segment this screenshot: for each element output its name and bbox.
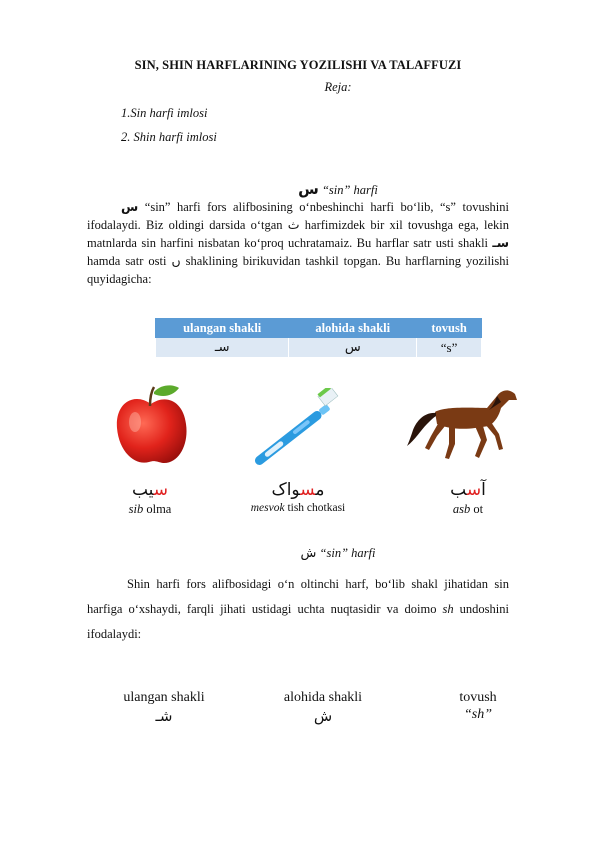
table-cell: سـ — [156, 338, 289, 358]
para-letter-noon: ں — [171, 253, 181, 268]
word-rest: ب — [450, 480, 467, 500]
table-header-row — [156, 319, 482, 338]
example-translation-asb — [418, 502, 518, 517]
para-text-4: shaklining birikuvidan tashkil topgan. Bu harflarning yozilishi quyidagicha: — [87, 254, 509, 286]
table2-cell: “sh” — [463, 707, 493, 722]
table2-header: alohida shakli — [283, 690, 363, 705]
shin-para-end: undoshini ifodalaydi: — [87, 602, 509, 641]
plan-heading: Reja: — [324, 80, 352, 94]
word-rest: واک — [271, 480, 301, 500]
sin-forms-table — [155, 318, 482, 358]
table2-header: ulangan shakli — [123, 690, 205, 705]
transliteration: asb — [452, 502, 471, 516]
shin-heading-text: “sin” harfi — [319, 546, 376, 560]
apple-image — [113, 382, 189, 468]
table-cell: “s” — [417, 338, 482, 358]
word-prefix: آ — [481, 480, 486, 500]
toothbrush-image — [243, 388, 353, 474]
para-text-2: harfimizdek bir xil tovushga ega, lekin matnlarda sin harfini nisbatan ko‘proq uchratamaiz. Bu harflar satr usti shakli — [87, 218, 509, 250]
para-text-3: hamda satr osti — [87, 254, 172, 268]
para-letter-sin: س — [121, 199, 139, 214]
shin-para-italic: sh — [442, 602, 454, 616]
word-rest: یب — [131, 480, 154, 500]
table-header: tovush — [417, 319, 482, 338]
translation: ot — [470, 502, 484, 516]
shin-heading — [0, 546, 596, 561]
example-word-mesvok — [258, 480, 338, 500]
plan-item-2: 2. Shin harfi imlosi — [121, 130, 217, 144]
word-prefix: م — [315, 480, 325, 500]
highlighted-letter: س — [300, 480, 316, 500]
table-row — [156, 338, 482, 358]
highlighted-letter: س — [466, 480, 482, 500]
table2-cell: ش — [313, 707, 333, 725]
para-letter-se: ث — [287, 217, 300, 232]
shin-para-text: Shin harfi fors alifbosidagi o‘n oltinchi harf, bo‘lib shakl jihatidan sin harfiga o‘xshaydi, farqli jihati ustidagi uchta nuqtasidir va doimo — [87, 577, 509, 616]
table-cell: س — [289, 338, 417, 358]
table-header: ulangan shakli — [156, 319, 289, 338]
page-title: SIN, SHIN HARFLARINING YOZILISHI VA TALAFFUZI — [134, 58, 462, 72]
translation: olma — [143, 502, 172, 516]
example-word-asb — [428, 480, 508, 500]
table2-header: tovush — [459, 690, 497, 705]
table-header: alohida shakli — [289, 319, 417, 338]
example-translation-sib — [100, 502, 200, 517]
transliteration: mesvok — [250, 502, 285, 514]
horse-image — [405, 386, 523, 466]
sin-letter: س — [298, 180, 319, 198]
para-text-1: “sin” harfi fors alifbosining o‘nbeshinchi harfi bo‘lib, “s” tovushini ifodalaydi. Biz oldingi darsida o‘tgan — [87, 200, 509, 232]
example-word-sib — [110, 480, 190, 500]
shin-paragraph — [87, 572, 509, 647]
sin-paragraph — [87, 198, 509, 288]
table2-cell: شـ — [155, 707, 173, 725]
translation: tish chotkasi — [284, 502, 346, 514]
transliteration: sib — [128, 502, 144, 516]
shin-letter: ش — [300, 546, 317, 561]
sin-heading-text: “sin” harfi — [321, 183, 378, 197]
highlighted-letter: س — [153, 480, 169, 500]
para-letter-sin-initial: سـ — [492, 235, 509, 250]
example-translation-mesvok — [228, 502, 368, 514]
sin-heading — [0, 180, 596, 198]
plan-item-1: 1.Sin harfi imlosi — [121, 106, 208, 120]
